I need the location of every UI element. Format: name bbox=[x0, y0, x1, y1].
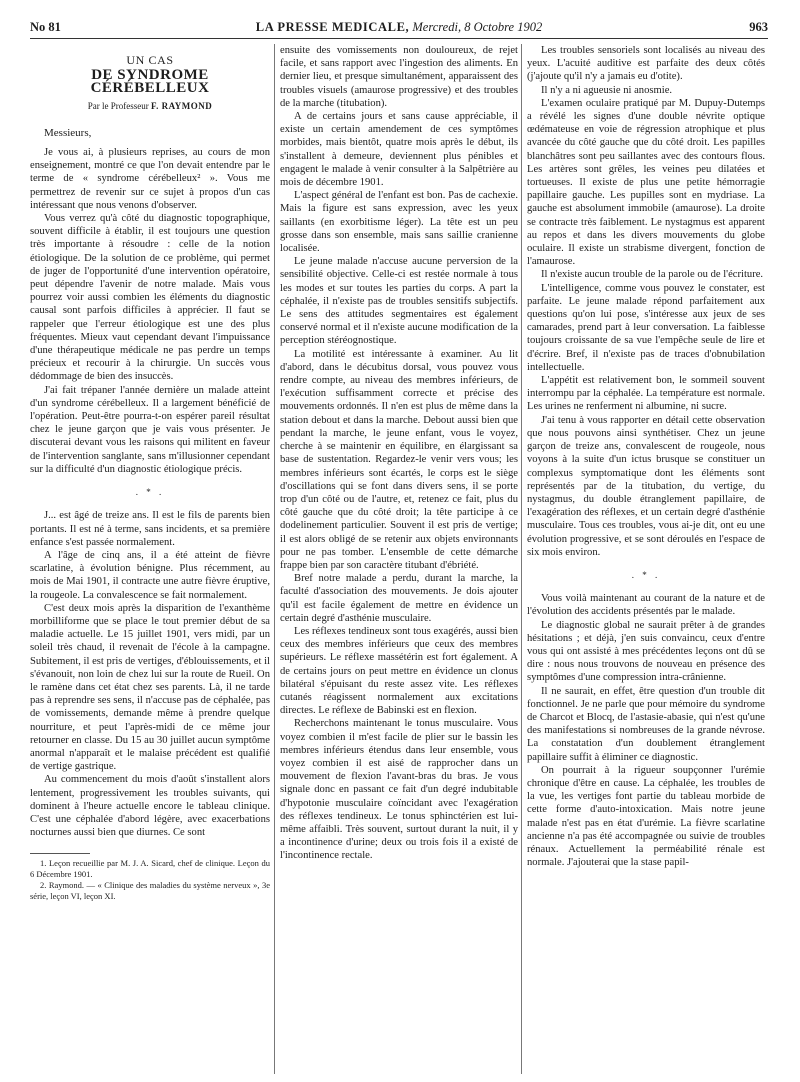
paragraph: Il ne saurait, en effet, être question d'un trouble dit fonctionnel. Je ne parle que pour mémoire du syndrome de Charcot et Blocq, de l'astasie-abasie, qui n'est qu'une des manifestations si nombreuses de la grande névrose. La constatation d'un doublement étranglement papillaire suffit à éliminer ce diagnostic. bbox=[527, 685, 765, 763]
paragraph: J'ai tenu à vous rapporter en détail cette observation que nous pouvons ainsi synthétiser. Chez un jeune garçon de treize ans, convalescent de rougeole, nous voyons à la suite d'un ictus brusque se constituer un complexus symptomatique dont les éléments sont représentés par de la titubation, du vertige, du nystagmus, du double étranglement papillaire, de l'exagération des réflexes, et un certain degré d'asthénie musculaire. Tous ces troubles, vous ai-je dit, ont eu une évolution progressive, et se sont déroulés en l'espace de six mois environ. bbox=[527, 414, 765, 558]
paragraph: Vous verrez qu'à côté du diagnostic topographique, souvent difficile à établir, il est toujours une question très importante à résoudre : celle de la notion étiologique. De la solution de ce problème, qui permet de juger de l'opportunité d'une intervention opératoire, peut dépendre l'avenir de notre malade. Mais vous pourrez voir aussi combien les éléments du diagnostic causal sont parfois difficiles à apprécier. Il faut se rappeler que l'erreur étiologique est une des plus fréquentes. Mieux vaut cependant devant l'impuissance d'une thérapeutique médicale ne pas perdre un temps précieux et recourir à la chirurgie. Un succès vous dédommage de bien des insuccès. bbox=[30, 213, 270, 383]
section-separator: . * . bbox=[631, 569, 661, 580]
paragraph: ensuite des vomissements non douloureux, de rejet facile, et sans rapport avec l'ingestion des aliments. En dernier lieu, et presque simultanément, apparaissent des troubles visuels (amaurose progressive) et des troubles de la marche (titubation). bbox=[280, 45, 518, 109]
page-number: 963 bbox=[749, 20, 768, 34]
paragraph: Le jeune malade n'accuse aucune perversion de la sensibilité objective. Celle-ci est restée normale à tous les modes et sur toutes les parties du corps. A part la céphalée, il n'existe pas de troubles sensitifs subjectifs. Le sens des attitudes segmentaires est également conservé normal et il n'existe aucune modification de la perception stéréognostique. bbox=[280, 256, 518, 347]
footnote: 2. Raymond. — « Clinique des maladies du système nerveux », 3e série, leçon VI, leçon XI. bbox=[30, 880, 270, 902]
paragraph: La motilité est intéressante à examiner. Au lit d'abord, dans le décubitus dorsal, vous pouvez vous rendre compte, au niveau des membres inférieurs, de l'exécution suffisamment correcte et précise des mouvements ordonnés. Il n'en est plus de même dans la station debout et dans la marche. Debout aussi bien que pendant la marche, le jeune enfant, vous le voyez, cherche à se maintenir en équilibre, en élargissant sa base de sustentation. Regardez-le venir vers vous; les membres inférieurs sont écartés, le corps est le siège d'oscillations qui se font dans divers sens, il se porte trop d'un côté ou de l'autre, et, retenez ce fait, plus du côté gauche que du côté droit; la tête participe à ce dodelinement particulier. Souvent il est pris de vertige; il est alors obligé de se retenir aux objets environnants pour ne pas tomber. L'ensemble de cette démarche frappe bien par son caractère titubant d'ébriété. bbox=[280, 348, 518, 571]
column-1 bbox=[30, 44, 270, 1074]
header-center bbox=[30, 18, 768, 36]
paragraph: On pourrait à la rigueur soupçonner l'urémie chronique d'être en cause. La céphalée, les troubles de la vue, les vertiges font partie du tableau morbide de cette forme d'auto-intoxication. Mais notre jeune malade n'est pas en état d'urémie. La fièvre scarlatine ancienne n'a pas été accompagnée ou suivie de troubles rénaux. Actuellement la perméabilité rénale est normale. J'ajouterai que la stase papil- bbox=[527, 764, 765, 869]
paragraph: C'est deux mois après la disparition de l'exanthème morbilliforme que se place le tout premier début de sa maladie actuelle. Le 15 juillet 1901, vers midi, par un soleil très chaud, il revenait de l'école à la campagne. Subitement, il est pris de vertiges, d'éblouissements, et il s'évanouit, non loin de chez lui sur la route de Rueil. On le ramène dans cet état chez ses parents. Là, il ne tarde pas à reprendre ses sens, il n'accuse pas de céphalée, pas de vomissements, demande même à prendre quelque nourriture, et peut l'après-midi de ce même jour retourner en classe. Du 15 au 30 juillet aucun symptôme anormal n'apparaît et le malaise précédent est qualifié de vertige gastrique. bbox=[30, 602, 270, 773]
paragraph: Au commencement du mois d'août s'installent alors lentement, progressivement les troubles suivants, qui dominent à l'heure actuelle encore le tableau clinique. C'est une céphalée d'abord légère, avec exacerbations nocturnes aussi bien que diurnes. Ce sont bbox=[30, 774, 270, 839]
column-2 bbox=[280, 44, 518, 1074]
article-title-small: UN CAS bbox=[126, 53, 174, 67]
page-header bbox=[30, 14, 768, 36]
author-name: F. RAYMOND bbox=[150, 100, 213, 111]
paragraph: A de certains jours et sans cause appréciable, il existe un certain amendement de ces symptômes morbides, mais bientôt, quatre mois après le début, ils s'installent à demeure, deviennent plus pénibles et engagent le malade à venir consulter à la Salpêtrière au mois de décembre 1901. bbox=[280, 111, 518, 189]
journal-name: LA PRESSE MEDICALE, bbox=[255, 20, 410, 34]
paragraph: Bref notre malade a perdu, durant la marche, la faculté d'association des mouvements. Je dois ajouter qu'il est facile également de mettre en évidence un certain degré d'asthénie musculaire. bbox=[280, 573, 518, 624]
salutation: Messieurs, bbox=[44, 126, 92, 139]
paragraph: Recherchons maintenant le tonus musculaire. Vous voyez combien il m'est facile de plier sur le bassin les membres inférieurs étendus dans leur ensemble, vous voyez combien il est aisé de rapprocher dans un mouvement de flexion l'avant-bras du bras. Je vous signale donc en passant ce fait d'un degré indubitable d'hypotonie musculaire coïncidant avec l'exagération des réflexes tendineux. Le tonus sphinctérien est lui-même affaibli. Très souvent, surtout durant la nuit, il y a incontinence d'urine; deux ou trois fois il a existé de l'incontinence rectale. bbox=[280, 718, 518, 862]
header-rule bbox=[30, 38, 768, 39]
article-title: DE SYNDROME CÉRÉBELLEUX bbox=[90, 67, 210, 97]
article-byline bbox=[30, 100, 270, 113]
issue-date: Mercredi, 8 Octobre 1902 bbox=[409, 20, 543, 34]
paragraph: Je vous ai, à plusieurs reprises, au cours de mon enseignement, montré ce que l'on devait entendre par le terme de « syndrome cérébelleux² ». Vous me permettrez de revenir sur ce sujet à propos d'un cas intéressant que nous venons d'observer. bbox=[30, 147, 270, 211]
footnote: 1. Leçon recueillie par M. J. A. Sicard, chef de clinique. Leçon du 6 Décembre 1901. bbox=[30, 858, 270, 880]
paragraph: A l'âge de cinq ans, il a été atteint de fièvre scarlatine, à évolution bénigne. Plus récemment, au mois de Mai 1901, il contracte une autre fièvre éruptive, la rougeole. La convalescence se fait normalement. bbox=[30, 549, 270, 601]
section-separator: . * . bbox=[135, 487, 165, 498]
paragraph: Les troubles sensoriels sont localisés au niveau des yeux. L'acuité auditive est parfaite des deux côtés (j'ajoute qu'il n'y a jamais eu d'otite). bbox=[527, 45, 765, 83]
paragraph: Le diagnostic global ne saurait prêter à de grandes hésitations ; et déjà, j'en suis convaincu, ceux d'entre vous qui ont assisté à mes précédentes leçons ont dû se dire : nous nous trouvons de nouveau en présence des symptômes d'une compression intra-crânienne. bbox=[527, 619, 765, 684]
paragraph: L'intelligence, comme vous pouvez le constater, est parfaite. Le jeune malade répond parfaitement aux questions qu'on lui pose, s'intéresse aux jeux de ses camarades, prend part à leur conversation. La faiblesse toujours croissante de sa vue l'empêche seule de lire et d'écrire. Bref, il n'existe pas de traces d'obnubilation intellectuelle. bbox=[527, 282, 765, 373]
paragraph: Vous voilà maintenant au courant de la nature et de l'évolution des accidents présentés par le malade. bbox=[527, 593, 765, 618]
issue-number: No 81 bbox=[30, 20, 61, 34]
footnote-rule bbox=[30, 853, 90, 854]
paragraph: L'examen oculaire pratiqué par M. Dupuy-Dutemps a révélé les signes d'une double névrite optique œdémateuse en voie de régression atrophique et plus avancée du côté gauche que du côté droit. Les papilles blanchâtres sont peu saillantes avec des contours flous. Les artères sont grêles, les veines peu dilatées et tortueuses. Il existe de plus une petite hémorragie papillaire gauche. Les pupilles sont en mydriase. La gauche est absolument immobile (amaurose). La droite se contracte très faiblement. Le nystagmus est apparent au repos et dans les divers mouvements du globe oculaire. Il existe un strabisme divergent, fonction de l'amaurose. bbox=[527, 97, 765, 268]
column-divider-2 bbox=[521, 44, 522, 1074]
author-prefix: Par le Professeur bbox=[87, 100, 151, 111]
paragraph: Les réflexes tendineux sont tous exagérés, aussi bien ceux des membres inférieurs que ceux des membres supérieurs. Le réflexe massétérin est fort également. A de certains jours on peut mettre en évidence un clonus bilatéral s'épuisant du reste assez vite. Les réflexes cutanés réagissent normalement aux excitations directes. Le réflexe de Babinski est en flexion. bbox=[280, 625, 518, 717]
paragraph: L'appétit est relativement bon, le sommeil souvent interrompu par la céphalée. La température est normale. Les urines ne renferment ni albumine, ni sucre. bbox=[527, 375, 765, 413]
paragraph: Il n'existe aucun trouble de la parole ou de l'écriture. bbox=[541, 269, 764, 281]
paragraph: J'ai fait trépaner l'année dernière un malade atteint d'un syndrome cérébelleux. Il a largement bénéficié de l'opération. Peut-être pourra-t-on espérer pareil résultat chez le jeune garçon que je vais vous présenter. Je discuterai devant vous les raisons qui militent en faveur de l'intervention sanglante, sans m'illusionner cependant sur la difficulté d'un diagnostic étiologique précis. bbox=[30, 384, 270, 475]
paragraph: J... est âgé de treize ans. Il est le fils de parents bien portants. Il est né à terme, sans incidents, et sa première enfance s'est passée normalement. bbox=[30, 510, 270, 548]
paragraph: L'aspect général de l'enfant est bon. Pas de cachexie. Mais la figure est sans expression, avec les yeux saillants (en exorbitisme léger). La tête est un peu grosse dans son ensemble, mais sans saillie cranienne localisée. bbox=[280, 190, 518, 255]
paragraph: Il n'y a ni agueusie ni anosmie. bbox=[541, 84, 673, 96]
column-3 bbox=[527, 44, 765, 1074]
column-divider-1 bbox=[274, 44, 275, 1074]
